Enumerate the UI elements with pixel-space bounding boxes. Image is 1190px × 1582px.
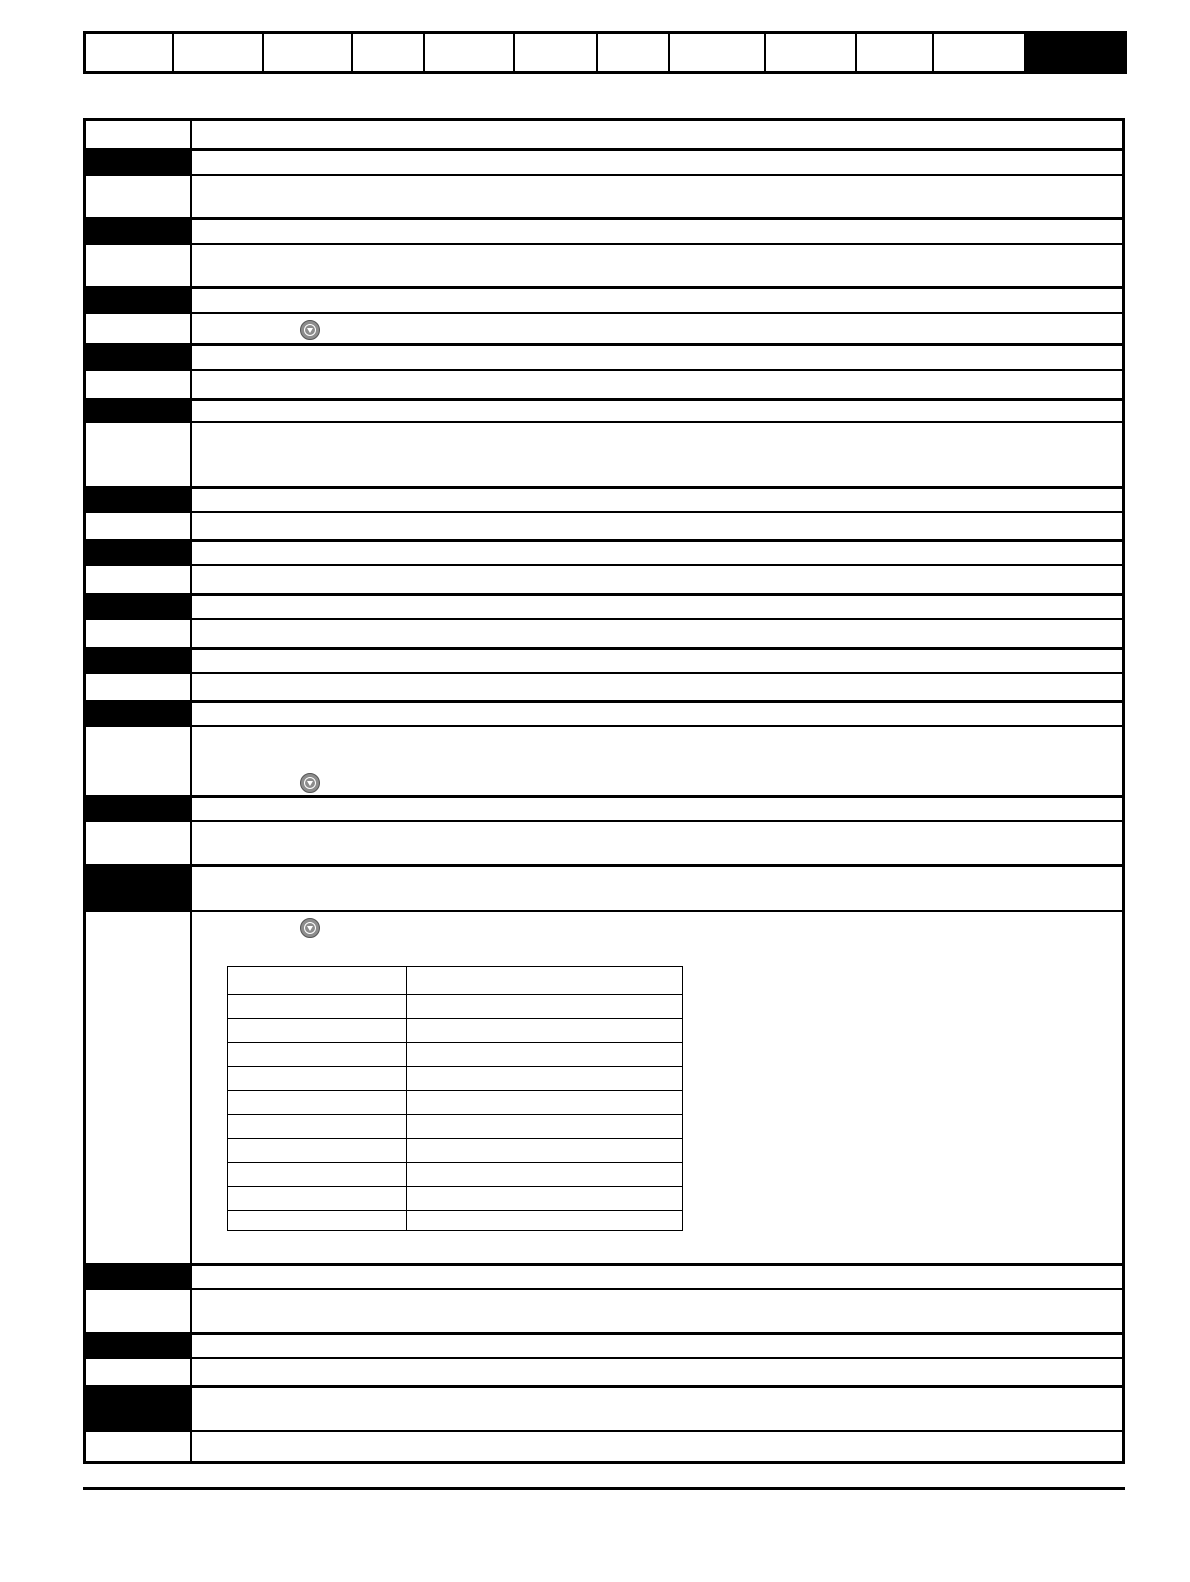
row-label-cell — [86, 314, 190, 343]
inner-table-cell — [407, 1042, 682, 1066]
table-row — [86, 176, 1122, 217]
row-content-cell — [190, 314, 1122, 343]
parameter-table — [83, 118, 1125, 1464]
header-tab-active — [1026, 34, 1124, 71]
inner-table-cell — [228, 1042, 406, 1066]
row-label-cell — [86, 703, 190, 725]
inner-table-cell — [228, 1114, 406, 1138]
row-label-cell — [86, 1335, 190, 1357]
inner-table-cell — [407, 1210, 682, 1230]
row-label-cell — [86, 245, 190, 286]
row-content-cell — [190, 489, 1122, 511]
header-tab — [766, 34, 857, 71]
header-tab — [934, 34, 1026, 71]
inner-row-divider — [228, 1042, 682, 1043]
row-content-cell — [190, 245, 1122, 286]
table-row — [86, 489, 1122, 511]
row-label-cell — [86, 542, 190, 564]
table-row — [86, 650, 1122, 672]
row-content-cell — [190, 1432, 1122, 1461]
table-row — [86, 245, 1122, 286]
inner-table-cell — [228, 1186, 406, 1210]
row-label-cell — [86, 650, 190, 672]
row-label-cell — [86, 798, 190, 820]
table-row — [86, 566, 1122, 593]
table-row — [86, 289, 1122, 312]
row-content-cell — [190, 650, 1122, 672]
row-label-cell — [86, 1266, 190, 1288]
row-content-cell — [190, 289, 1122, 312]
table-row — [86, 314, 1122, 343]
row-content-cell — [190, 513, 1122, 539]
inner-row-divider — [228, 1210, 682, 1211]
inner-table-cell — [407, 1090, 682, 1114]
table-row — [86, 596, 1122, 618]
table-row — [86, 727, 1122, 795]
inner-table-cell — [407, 1138, 682, 1162]
row-label-cell — [86, 489, 190, 511]
row-label-cell — [86, 727, 190, 795]
stop-button-icon — [300, 918, 320, 938]
row-label-cell — [86, 401, 190, 421]
inner-table-cell — [228, 1162, 406, 1186]
header-tab — [515, 34, 598, 71]
row-content-cell — [190, 1335, 1122, 1357]
row-content-cell — [190, 121, 1122, 148]
table-row — [86, 703, 1122, 725]
row-content-cell — [190, 1388, 1122, 1430]
row-label-cell — [86, 1359, 190, 1385]
inner-table-cell — [228, 967, 406, 994]
row-label-cell — [86, 674, 190, 700]
header-tab — [264, 34, 353, 71]
table-row — [86, 423, 1122, 486]
row-label-cell — [86, 513, 190, 539]
table-row — [86, 822, 1122, 864]
row-content-cell — [190, 1290, 1122, 1332]
row-label-cell — [86, 121, 190, 148]
table-row — [86, 371, 1122, 398]
inner-row-divider — [228, 994, 682, 995]
inner-table-cell — [407, 1162, 682, 1186]
inner-table-cell — [228, 1066, 406, 1090]
inner-table-cell — [407, 967, 682, 994]
table-row — [86, 674, 1122, 700]
row-content-cell — [190, 867, 1122, 910]
header-tab — [857, 34, 934, 71]
inner-table-cell — [407, 1066, 682, 1090]
row-label-cell — [86, 220, 190, 243]
row-label-cell — [86, 596, 190, 618]
inner-table-cell — [407, 1018, 682, 1042]
header-tab — [425, 34, 515, 71]
row-label-cell — [86, 1388, 190, 1430]
table-row — [86, 867, 1122, 910]
header-tab — [598, 34, 670, 71]
table-row — [86, 1266, 1122, 1288]
stop-button-icon — [300, 773, 320, 793]
table-row — [86, 620, 1122, 647]
header-tab — [670, 34, 766, 71]
row-content-cell — [190, 703, 1122, 725]
table-row — [86, 1335, 1122, 1357]
row-content-cell — [190, 542, 1122, 564]
row-label-cell — [86, 1432, 190, 1461]
row-content-cell — [190, 371, 1122, 398]
row-label-cell — [86, 566, 190, 593]
header-tab — [174, 34, 264, 71]
table-row — [86, 1290, 1122, 1332]
table-row — [86, 220, 1122, 243]
header-tab — [86, 34, 174, 71]
table-row — [86, 798, 1122, 820]
inner-table-cell — [228, 1138, 406, 1162]
table-row — [86, 401, 1122, 421]
row-label-cell — [86, 151, 190, 174]
row-content-cell — [190, 176, 1122, 217]
inner-lookup-table — [227, 966, 683, 1231]
inner-row-divider — [228, 1018, 682, 1019]
row-label-cell — [86, 822, 190, 864]
row-label-cell — [86, 371, 190, 398]
inner-table-cell — [407, 994, 682, 1018]
row-label-cell — [86, 912, 190, 1263]
table-row — [86, 1432, 1122, 1461]
row-content-cell — [190, 566, 1122, 593]
row-content-cell — [190, 423, 1122, 486]
inner-row-divider — [228, 1138, 682, 1139]
row-label-cell — [86, 1290, 190, 1332]
row-content-cell — [190, 727, 1122, 795]
inner-table-cell — [228, 994, 406, 1018]
row-content-cell — [190, 401, 1122, 421]
row-content-cell — [190, 151, 1122, 174]
header-tab — [353, 34, 425, 71]
row-content-cell — [190, 822, 1122, 864]
row-label-cell — [86, 289, 190, 312]
row-content-cell — [190, 220, 1122, 243]
table-row — [86, 121, 1122, 148]
inner-table-cell — [228, 1210, 406, 1230]
stop-button-icon — [300, 320, 320, 340]
table-row — [86, 1388, 1122, 1430]
inner-row-divider — [228, 1186, 682, 1187]
row-content-cell — [190, 674, 1122, 700]
inner-table-cell — [228, 1018, 406, 1042]
table-row — [86, 346, 1122, 369]
inner-row-divider — [228, 1114, 682, 1115]
row-content-cell — [190, 912, 1122, 1263]
row-content-cell — [190, 1359, 1122, 1385]
row-label-cell — [86, 346, 190, 369]
inner-row-divider — [228, 1066, 682, 1067]
inner-row-divider — [228, 1090, 682, 1091]
inner-table-cell — [407, 1114, 682, 1138]
row-label-cell — [86, 867, 190, 910]
footer-rule — [83, 1487, 1125, 1490]
row-content-cell — [190, 1266, 1122, 1288]
table-row — [86, 542, 1122, 564]
row-label-cell — [86, 620, 190, 647]
inner-table-cell — [407, 1186, 682, 1210]
inner-table-cell — [228, 1090, 406, 1114]
table-row — [86, 1359, 1122, 1385]
row-label-cell — [86, 176, 190, 217]
row-content-cell — [190, 620, 1122, 647]
inner-row-divider — [228, 1162, 682, 1163]
row-content-cell — [190, 346, 1122, 369]
row-content-cell — [190, 596, 1122, 618]
table-row — [86, 151, 1122, 174]
table-row — [86, 912, 1122, 1263]
row-label-cell — [86, 423, 190, 486]
table-row — [86, 513, 1122, 539]
row-content-cell — [190, 798, 1122, 820]
header-tab-strip — [83, 31, 1127, 74]
